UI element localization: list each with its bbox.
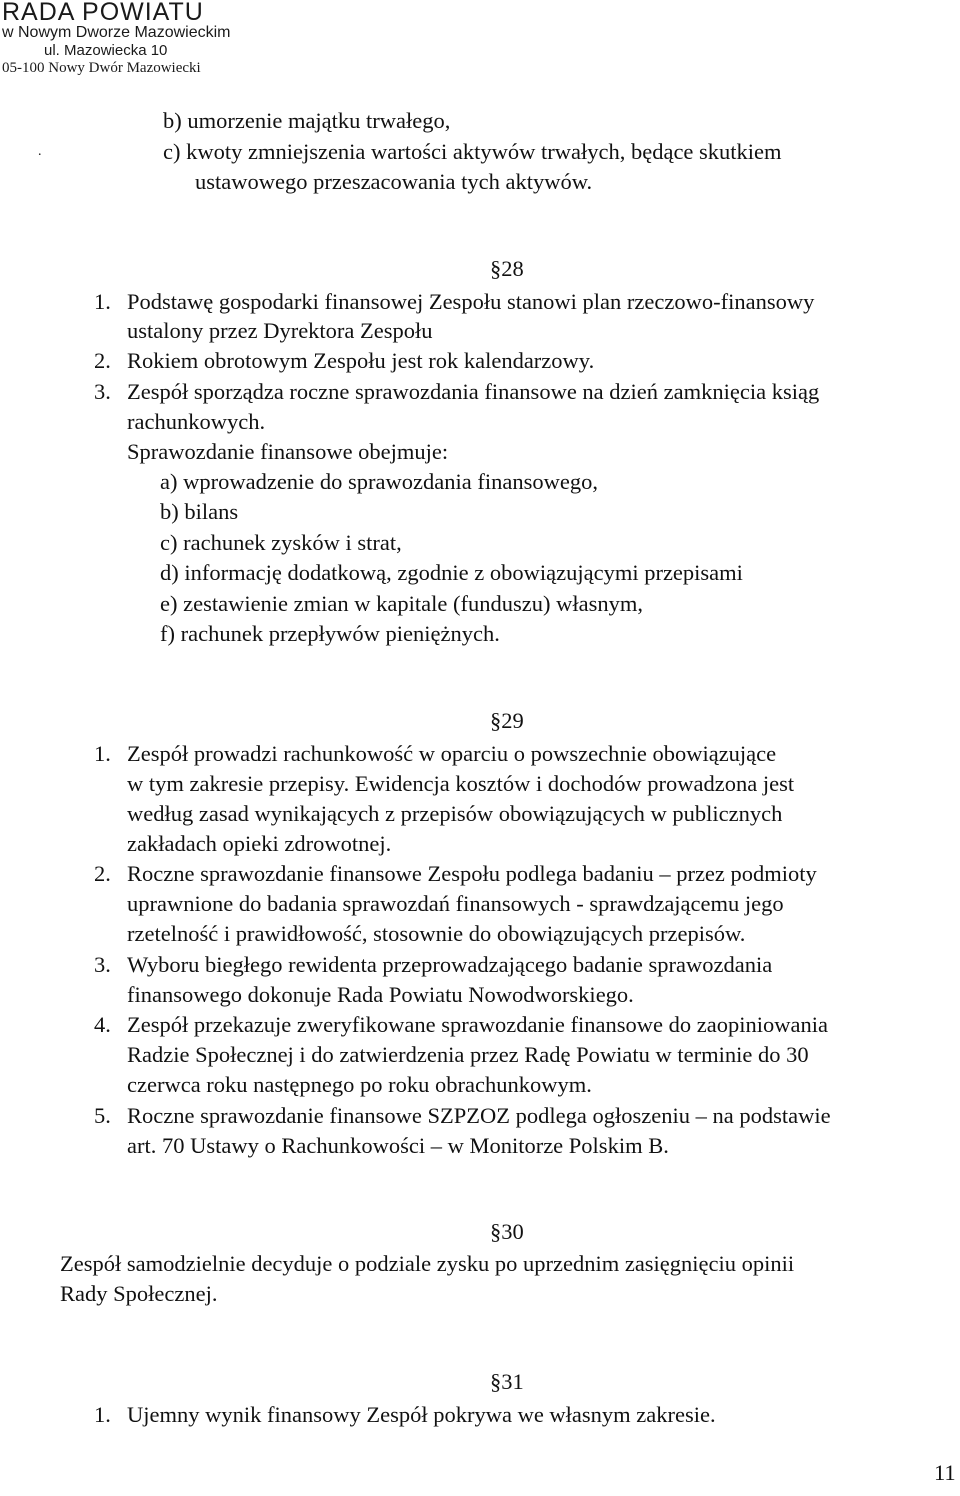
s29-p2-line: rzetelność i prawidłowość, stosownie do obowiązujących przepisów.	[127, 921, 746, 946]
s29-p4-line: Zespół przekazuje zweryfikowane sprawozdanie finansowe do zaopiniowania	[127, 1012, 828, 1037]
section-31-title: §31	[490, 1369, 524, 1394]
s29-p3-line: Wyboru biegłego rewidenta przeprowadzającego badanie sprawozdania	[127, 952, 773, 977]
s29-p5-line: art. 70 Ustawy o Rachunkowości – w Monitorze Polskim B.	[127, 1133, 669, 1158]
stamp-line-2: w Nowym Dworze Mazowieckim	[2, 24, 231, 41]
s29-p1-line: zakładach opieki zdrowotnej.	[127, 831, 392, 856]
s29-p1-line: w tym zakresie przepisy. Ewidencja kosztów i dochodów prowadzona jest	[127, 771, 795, 796]
stamp-title: RADA POWIATU	[2, 0, 204, 26]
s29-p1-line: według zasad wynikających z przepisów obowiązujących w publicznych	[127, 801, 783, 826]
s29-p3-line: finansowego dokonuje Rada Powiatu Nowodworskiego.	[127, 982, 634, 1007]
s28-list-item: a) wprowadzenie do sprawozdania finansowego,	[160, 469, 598, 494]
s28-p2-num: 2.	[94, 348, 111, 373]
stamp-line-3: ul. Mazowiecka 10	[44, 42, 168, 59]
section-30-title: §30	[490, 1219, 524, 1244]
s28-p1-line: ustalony przez Dyrektora Zespołu	[127, 318, 433, 343]
s29-p4-line: czerwca roku następnego po roku obrachunkowym.	[127, 1072, 592, 1097]
s30-line: Rady Społecznej.	[60, 1281, 218, 1306]
s28-p2-line: Rokiem obrotowym Zespołu jest rok kalendarzowy.	[127, 348, 595, 373]
stamp-line-4: 05-100 Nowy Dwór Mazowiecki	[2, 60, 201, 76]
s28-list-item: f) rachunek przepływów pieniężnych.	[160, 621, 500, 646]
s29-p2-line: Roczne sprawozdanie finansowe Zespołu podlega badaniu – przez podmioty	[127, 861, 817, 886]
s29-p5-num: 5.	[94, 1103, 111, 1128]
s28-list-item: e) zestawienie zmian w kapitale (funduszu) własnym,	[160, 591, 643, 616]
section-28-title: §28	[490, 256, 524, 281]
s28-list-item: c) rachunek zysków i strat,	[160, 530, 402, 555]
s29-p5-line: Roczne sprawozdanie finansowe SZPZOZ podlega ogłoszeniu – na podstawie	[127, 1103, 831, 1128]
intro-item-b: b) umorzenie majątku trwałego,	[163, 108, 451, 133]
s29-p2-num: 2.	[94, 861, 111, 886]
s29-p4-line: Radzie Społecznej i do zatwierdzenia przez Radę Powiatu w terminie do 30	[127, 1042, 809, 1067]
s31-p1-num: 1.	[94, 1402, 111, 1427]
s29-p3-num: 3.	[94, 952, 111, 977]
s28-p3-line: Zespół sporządza roczne sprawozdania finansowe na dzień zamknięcia ksiąg	[127, 379, 820, 404]
s29-p4-num: 4.	[94, 1012, 111, 1037]
s28-p1-line: Podstawę gospodarki finansowej Zespołu stanowi plan rzeczowo-finansowy	[127, 289, 815, 314]
s29-p1-line: Zespół prowadzi rachunkowość w oparciu o powszechnie obowiązujące	[127, 741, 777, 766]
section-29-title: §29	[490, 708, 524, 733]
s31-p1-line: Ujemny wynik finansowy Zespół pokrywa we własnym zakresie.	[127, 1402, 716, 1427]
s29-p2-line: uprawnione do badania sprawozdań finansowych - sprawdzającemu jego	[127, 891, 784, 916]
s28-list-item: b) bilans	[160, 499, 239, 524]
s28-list-item: d) informację dodatkową, zgodnie z obowiązującymi przepisami	[160, 560, 743, 585]
s28-p3-line: rachunkowych.	[127, 409, 266, 434]
bullet-dot: .	[38, 144, 42, 159]
intro-item-c-cont: ustawowego przeszacowania tych aktywów.	[195, 169, 593, 194]
s29-p1-num: 1.	[94, 741, 111, 766]
s28-p3-num: 3.	[94, 379, 111, 404]
s28-p3-line: Sprawozdanie finansowe obejmuje:	[127, 439, 449, 464]
page-number: 11	[934, 1460, 956, 1485]
intro-item-c: c) kwoty zmniejszenia wartości aktywów trwałych, będące skutkiem	[163, 139, 782, 164]
s30-line: Zespół samodzielnie decyduje o podziale zysku po uprzednim zasięgnięciu opinii	[60, 1251, 795, 1276]
s28-p1-num: 1.	[94, 289, 111, 314]
